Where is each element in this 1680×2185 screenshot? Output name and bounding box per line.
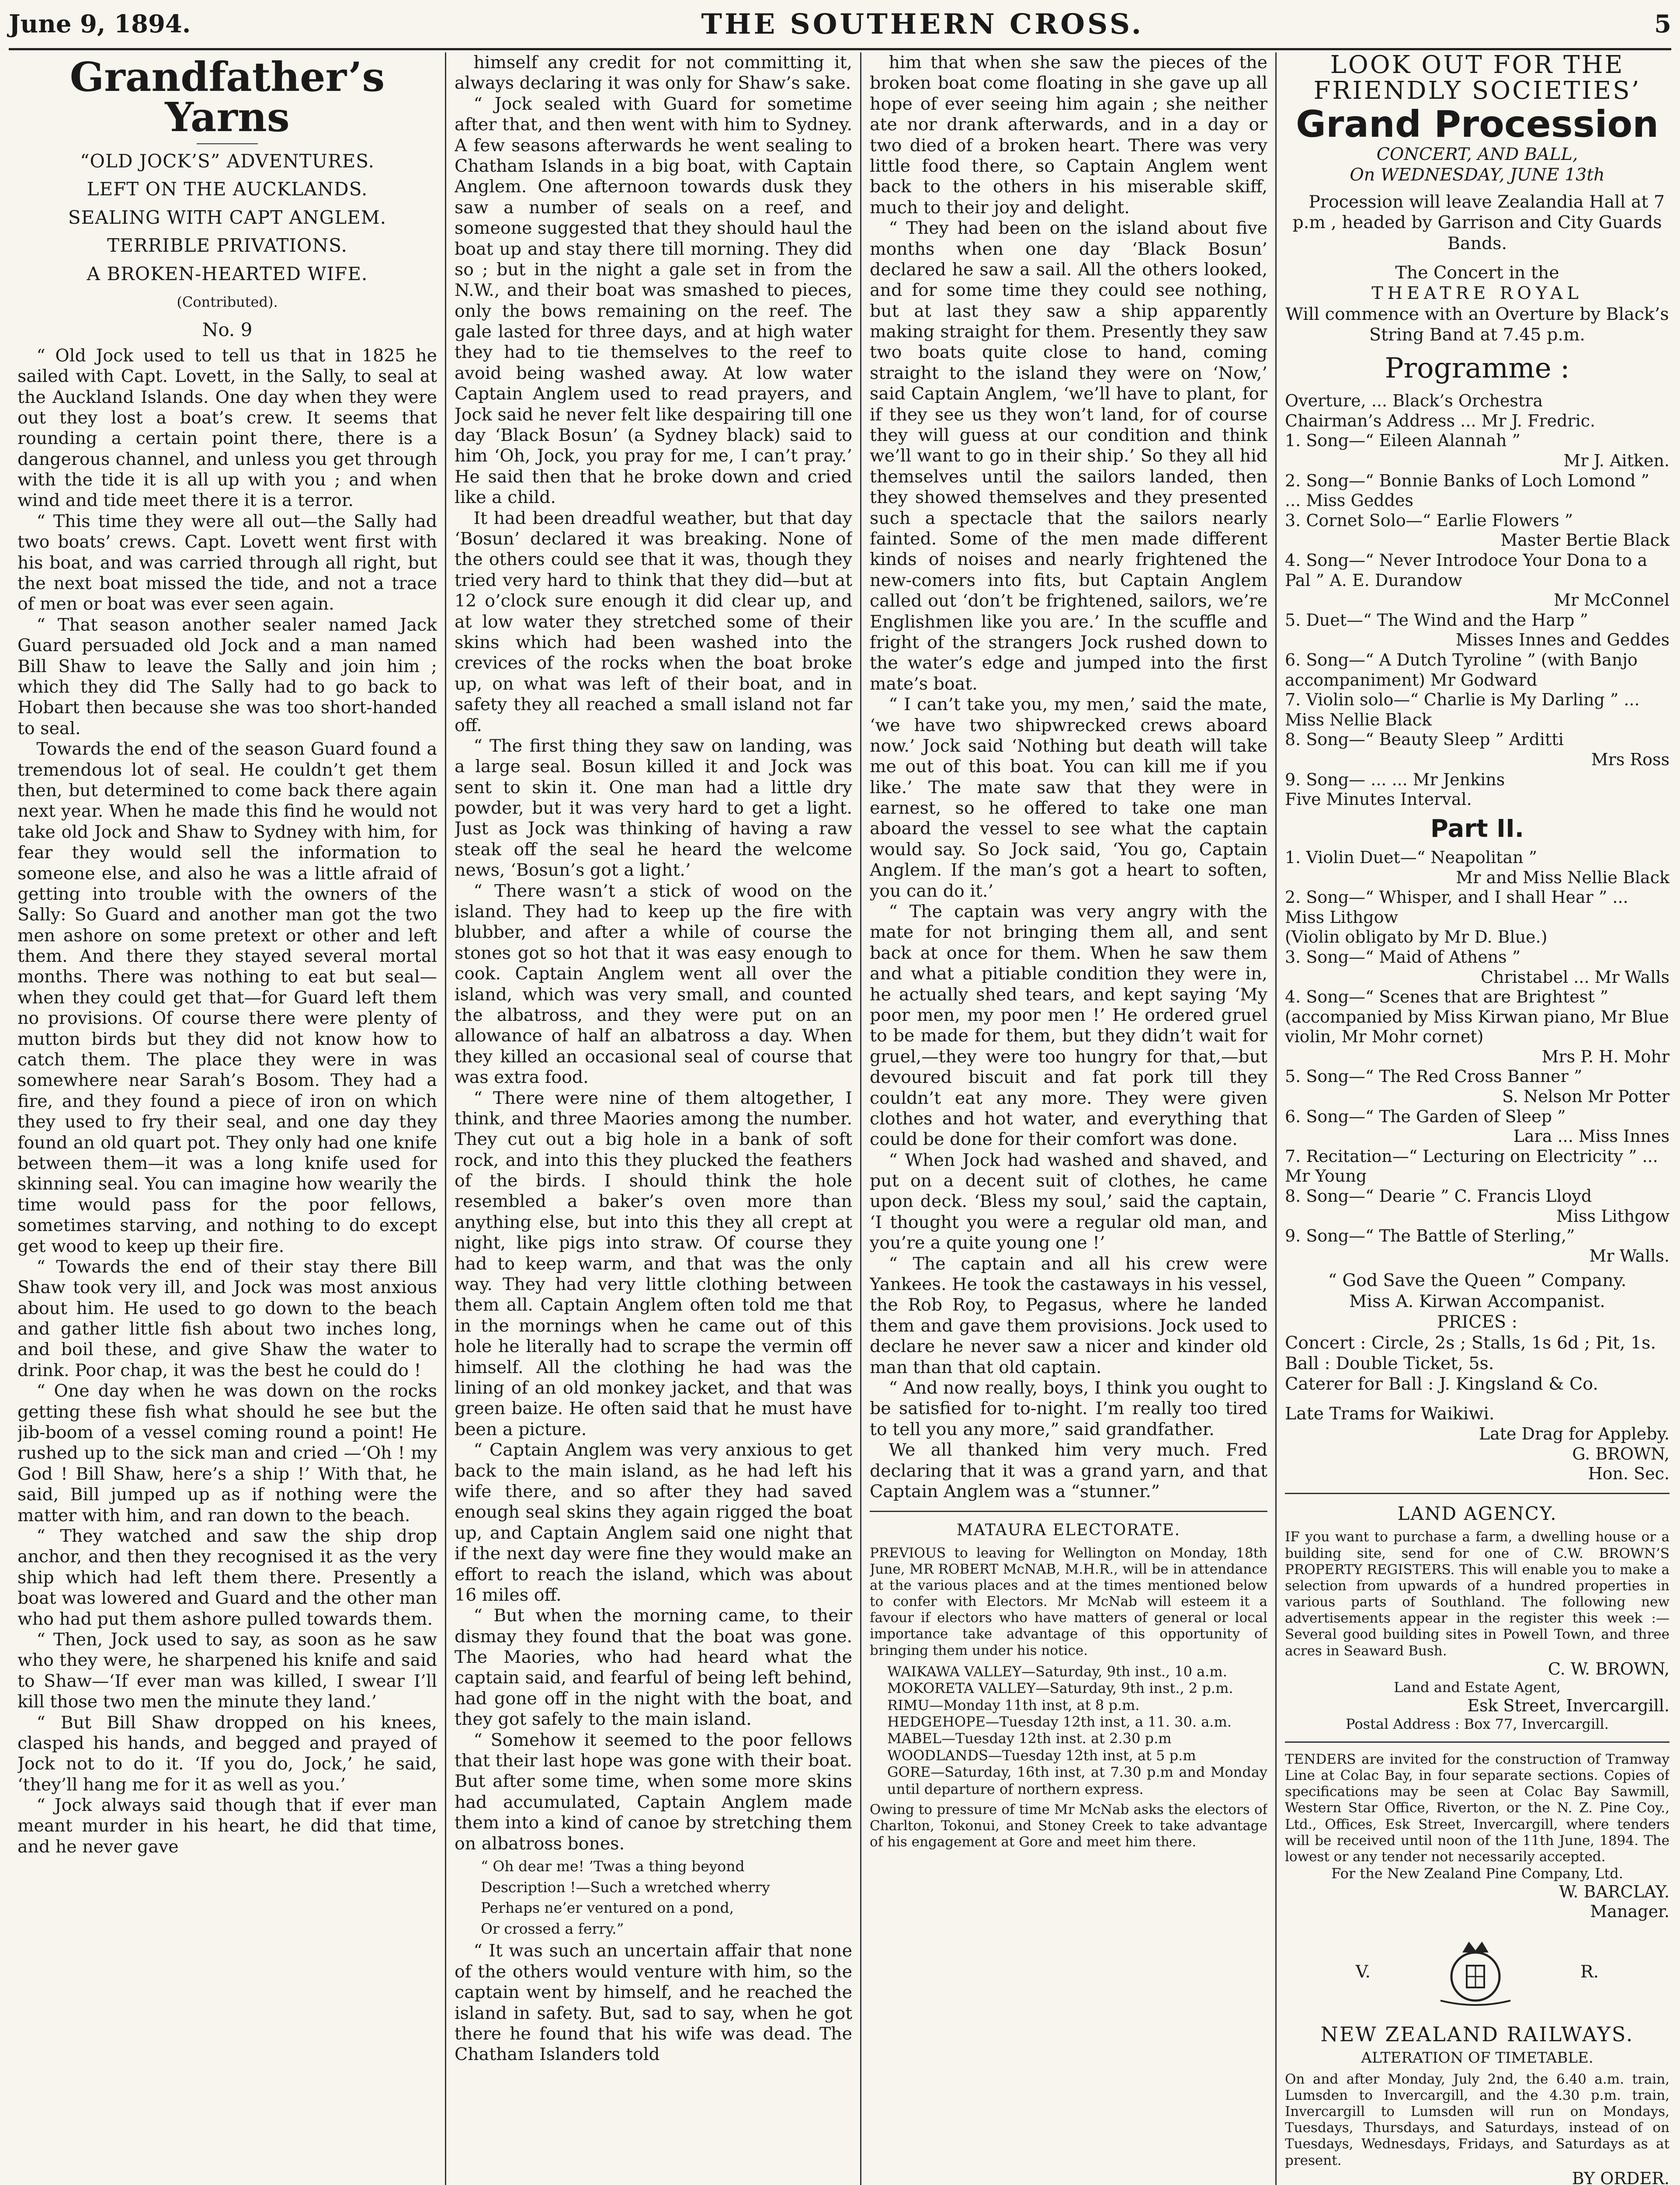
article-paragraph: We all thanked him very much. Fred declaring that it was a grand yarn, and that Captain Anglem was a “stunner.” [870, 1440, 1267, 1502]
grand-procession-heading: Grand Procession [1296, 102, 1659, 146]
article-paragraph: him that when she saw the pieces of the broken boat come floating in she gave up all hope of ever seeing him again ; she neither ate nor drank afterwards, and in a day or two died of a broken heart. There was very little food there, so Captain Anglem went back to the others in his miserable skiff, much to their joy and delight. [870, 52, 1267, 218]
programme-item: 7. Recitation—“ Lecturing on Electricity ” ... Mr Young [1285, 1146, 1658, 1186]
column-1 [17, 52, 437, 2185]
programme-item: 9. Song—“ The Battle of Sterling,” [1285, 1226, 1575, 1246]
tender-notice: TENDERS are invited for the construction of Tramway Line at Colac Bay, in four separate sections. Copies of specifications may be seen at Colac Bay Sawmill, Western Star Office, Riverton, or the N. Z. Pine Coy., Ltd., Offices, Esk Street, Invercargill, where tenders will be received until noon of the 11th June, 1894. The lowest or any tender not necessarily accepted. [1285, 1751, 1670, 1865]
tender-manager: Manager. [1590, 1902, 1670, 1921]
programme-item: 8. Song—“ Dearie ” C. Francis Lloyd [1285, 1186, 1592, 1206]
divider [1285, 1493, 1670, 1494]
column-4 [1285, 52, 1670, 2185]
land-agent-role: Land and Estate Agent, [1394, 1679, 1561, 1696]
electorate-notice: PREVIOUS to leaving for Wellington on Monday, 18th June, MR ROBERT McNAB, M.H.R., will be in attendance at the various places and at the times mentioned below to confer with Electors. Mr McNab will esteem it a favour if electors who have matters of general or local importance take advantage of this opportunity of bringing them under his notice. [870, 1545, 1267, 1658]
tender-company: For the New Zealand Pine Company, Ltd. [1331, 1865, 1623, 1882]
late-drag: Late Drag for Appleby. [1479, 1424, 1670, 1444]
programme-item: Master Bertie Black [1500, 531, 1670, 550]
railways-by-order: BY ORDER. [1572, 2168, 1670, 2185]
article-paragraph: It had been dreadful weather, but that day ‘Bosun’ declared it was breaking. None of the others could see that it was, though they tried very hard to think that they did—but at 12 o’clock sure enough it did clear up, and at low water they stretched some of their skins which had been washed into the crevices of the rocks when the boat broke up, on what was left of their boat, and in safety they all reached a small island not far off. [455, 508, 852, 735]
programme-item: 7. Violin solo—“ Charlie is My Darling ” ... Miss Nellie Black [1285, 690, 1640, 729]
programme-item: 2. Song—“ Bonnie Banks of Loch Lomond ” ... Miss Geddes [1285, 471, 1649, 510]
programme-item: (accompanied by Miss Kirwan piano, Mr Blue violin, Mr Mohr cornet) [1285, 1007, 1669, 1047]
electorate-title: MATAURA ELECTORATE. [956, 1521, 1181, 1540]
crest-letter-v: V. [1355, 1961, 1371, 1982]
article-paragraph: “ But Bill Shaw dropped on his knees, clasped his hands, and begged and prayed of Jock not to do it. ‘If you do, Jock,’ he said, ‘they’ll hang me for it as well as you.’ [17, 1712, 437, 1795]
schedule-item: MABEL—Tuesday 12th inst. at 2.30 p.m [887, 1730, 1172, 1747]
article-paragraph: “ When Jock had washed and shaved, and put on a decent suit of clothes, he came upon deck. ‘Bless my soul,’ said the captain, ‘I thought you were a regular old man, and you’re a quite young one !’ [870, 1150, 1267, 1253]
programme-item: 3. Cornet Solo—“ Earlie Flowers ” [1285, 510, 1573, 530]
caterer: Caterer for Ball : J. Kingsland & Co. [1285, 1374, 1598, 1394]
column-3 [870, 52, 1267, 2185]
programme-item: Miss Lithgow [1556, 1206, 1670, 1226]
secretary-title: Hon. Sec. [1588, 1464, 1670, 1484]
article-paragraph: “ There wasn’t a stick of wood on the island. They had to keep up the fire with blubber, and after a while of course the stones got so hot that it was easy enough to cook. Captain Anglem went all over the island, which was very small, and counted the albatross, and they were put on an allowance of half an albatross a day. When they killed an occasional seal of course that was extra food. [455, 881, 852, 1088]
programme-item: 1. Violin Duet—“ Neapolitan ” [1285, 847, 1538, 867]
programme-part-2-heading: Part II. [1430, 814, 1524, 843]
column-2 [455, 52, 852, 2185]
programme-item: 9. Song— ... ... Mr Jenkins [1285, 770, 1505, 789]
article-paragraph: “ Captain Anglem was very anxious to get back to the main island, as he had left his wife there, and so after they had saved enough seal skins they again rigged the boat up, and Captain Anglem said one night that if the next day were fine they would make an effort to reach the island, which was about 16 miles off. [455, 1440, 852, 1605]
land-agent-postal: Postal Address : Box 77, Invercargill. [1346, 1716, 1609, 1733]
programme-item: 6. Song—“ The Garden of Sleep ” [1285, 1106, 1566, 1126]
newspaper-title: THE SOUTHERN CROSS. [701, 7, 1144, 41]
contributed-note: (Contributed). [177, 293, 278, 310]
programme-item: Mr and Miss Nellie Black [1456, 867, 1670, 887]
programme-part-1 [1285, 391, 1670, 809]
late-trams: Late Trams for Waikiwi. [1285, 1403, 1495, 1424]
prices-heading: PRICES : [1437, 1312, 1517, 1332]
programme-item: Mr McConnel [1554, 590, 1670, 610]
concert-prices: Concert : Circle, 2s ; Stalls, 1s 6d ; Pit, 1s. [1285, 1332, 1656, 1353]
procession-note: Procession will leave Zealandia Hall at 7 p.m , headed by Garrison and City Guards Bands. [1292, 191, 1665, 253]
article-paragraph: “ That season another sealer named Jack Guard persuaded old Jock and a man named Bill Shaw to leave the Sally and join him ; which they did The Sally had to go back to Hobart then because she was too short-handed to seal. [17, 614, 437, 739]
article-subhead: LEFT ON THE AUCKLANDS. [87, 178, 368, 200]
issue-date: June 9, 1894. [9, 10, 191, 38]
article-paragraph: “ But when the morning came, to their dismay they found that the boat was gone. The Maories, who had heard what the captain said, and fearful of being left behind, had gone off in the night with the boat, and they got safely to the main island. [455, 1606, 852, 1730]
article-paragraph: “ The captain was very angry with the mate for not bringing them all, and sent back at once for them. When he saw them and what a pitiable condition they were in, he actually shed tears, and kept saying ‘My poor men, my poor men !’ He ordered gruel to be made for them, but they didn’t wait for gruel,—they were too hungry for that,—but devoured biscuit and fat pork till they couldn’t eat any more. They were given clothes and hot water, and everything that could be done for their comfort was done. [870, 902, 1267, 1150]
article-body-continued [455, 52, 852, 1854]
schedule-item: GORE—Saturday, 16th inst, at 7.30 p.m and Monday until departure of northern express. [887, 1764, 1267, 1797]
programme-item: Overture, ... Black’s Orchestra [1285, 391, 1543, 411]
article-title: Grandfather’s Yarns [69, 53, 385, 141]
article-paragraph: “ The captain and all his crew were Yankees. He took the castaways in his vessel, the Rob Roy, to Pegasus, where he landed them and gave them provisions. Jock used to declare he never saw a nicer and kinder old man than that old captain. [870, 1253, 1267, 1377]
programme-heading: Programme : [1385, 352, 1570, 385]
page-number: 5 [1654, 10, 1671, 38]
article-paragraph: himself any credit for not committing it, always declaring it was only for Shaw’s sake. [455, 52, 852, 94]
divider [1285, 1741, 1670, 1743]
verse-quote [455, 1858, 852, 1937]
programme-item: Mr J. Aitken. [1563, 451, 1670, 471]
programme-item: 2. Song—“ Whisper, and I shall Hear ” ... Miss Lithgow [1285, 888, 1628, 927]
article-paragraph: Towards the end of the season Guard found a tremendous lot of seal. He couldn’t get them then, but determined to come back there again next year. When he made this find he would not take old Jock and Shaw to Sydney with him, for fear they would sell the information to someone else, and also he was a little afraid of getting into trouble with the owners of the Sally: So Guard and another man got the two men ashore on some pretext or other and left them. And there they stayed several mortal months. There was nothing to eat but seal—when they could get that—for Guard left them no provisions. Of course there were plenty of mutton birds but they did not know how to catch them. The place they were in was somewhere near Sarah’s Bosom. They had a fire, and they found a piece of iron on which they used to fry their seal, and one day they found an old quart pot. They only had one knife between them—it was a long knife used for skinning seal. You can imagine how wearily the time would pass for the poor fellows, sometimes starving, and nothing to do except get wood to keep up their fire. [17, 739, 437, 1256]
article-paragraph: “ This time they were all out—the Sally had two boats’ crews. Capt. Lovett went first with his boat, and was carried through all right, but the next boat missed the tide, and not a trace of men or boat was ever seen again. [17, 511, 437, 614]
article-paragraph: “ They had been on the island about five months when one day ‘Black Bosun’ declared he saw a sail. All the others looked, and for some time they could see nothing, but at last they saw a ship apparently making straight for them. Presently they saw two boats quite close to hand, coming straight to the island they were on ‘Now,’ said Captain Anglem, ‘we’ll have to plant, for if they see us they won’t land, for of course they will guess at our condition and think we’ll want to go in their ship.’ So they all hid themselves until the sailors landed, then they showed themselves and they presented such a spectacle that the sailors nearly fainted. Some of the men made different kinds of noises and nearly frightened the new-comers into fits, but Captain Anglem called out ‘don’t be frightened, sailors, we’re Englishmen like you are.’ In the scuffle and fright of the strangers Jock rushed down to the water’s edge and jumped into the first mate’s boat. [870, 218, 1267, 694]
concert-ball: CONCERT, AND BALL, [1376, 144, 1578, 164]
verse-line: “ Oh dear me! ’Twas a thing beyond [481, 1857, 745, 1875]
article-paragraph: “ I can’t take you, my men,’ said the mate, ‘we have two shipwrecked crews aboard now.’ Jock said ‘Nothing but death will take me out of this boat. You can kill me if you like.’ The mate saw that they were in earnest, so he offered to take one man aboard the vessel to see what the captain would say. So Jock said, ‘You go, Captain Anglem. If the man’s got a heart to soften, you can do it.’ [870, 694, 1267, 901]
schedule-item: HEDGEHOPE—Tuesday 12th inst, a 11. 30. a.m. [887, 1713, 1232, 1731]
divider [870, 1511, 1267, 1512]
secretary-signature: G. BROWN, [1572, 1444, 1670, 1464]
tender-signature: W. BARCLAY. [1559, 1882, 1670, 1901]
article-subhead: TERRIBLE PRIVATIONS. [107, 235, 347, 257]
article-body [17, 346, 437, 1858]
programme-item: 4. Song—“ Never Introdoce Your Dona to a Pal ” A. E. Durandow [1285, 551, 1648, 590]
programme-part-2 [1285, 848, 1670, 1266]
programme-item: 5. Duet—“ The Wind and the Harp ” [1285, 610, 1588, 630]
god-save-the-queen: “ God Save the Queen ” Company. [1328, 1270, 1627, 1291]
article-paragraph: “ There were nine of them altogether, I think, and three Maories among the number. They cut out a big hole in a bank of soft rock, and into this they plucked the feathers of the birds. I should think the hole resembled a baker’s oven more than anything else, but into this they all crept at night, like pigs into straw. Of course they had to keep warm, and that was the only way. They had very little clothing between them all. Captain Anglem often told me that in the mornings when he came out of this hole he literally had to scrape the vermin off himself. All the clothing he had was the lining of an old monkey jacket, and that was green baize. He often said that he must have been a picture. [455, 1088, 852, 1439]
railways-title: NEW ZEALAND RAILWAYS. [1320, 2022, 1634, 2046]
programme-item: 6. Song—“ A Dutch Tyroline ” (with Banjo accompaniment) Mr Godward [1285, 650, 1638, 690]
article-subhead: A BROKEN-HEARTED WIFE. [87, 263, 368, 284]
royal-coat-of-arms-icon [1432, 1935, 1519, 2009]
programme-item: (Violin obligato by Mr D. Blue.) [1285, 927, 1548, 947]
accompanist: Miss A. Kirwan Accompanist. [1349, 1291, 1605, 1311]
article-body-conclusion [870, 52, 1267, 1502]
land-agent-name: C. W. BROWN, [1548, 1659, 1670, 1679]
verse-line: Or crossed a ferry.” [481, 1920, 624, 1937]
article-paragraph: “ Old Jock used to tell us that in 1825 he sailed with Capt. Lovett, in the Sally, to seal at the Auckland Islands. One day when they were out they lost a boat’s crew. It seems that rounding a certain point there, there is a dangerous channel, and unless you get through with the tide it is all up with you ; and when wind and tide meet there it is a terror. [17, 345, 437, 511]
programme-item: 1. Song—“ Eileen Alannah ” [1285, 431, 1520, 451]
railways-subtitle: ALTERATION OF TIMETABLE. [1361, 2049, 1593, 2067]
article-paragraph: “ Towards the end of their stay there Bill Shaw took very ill, and Jock was most anxious about him. He used to go down to the beach and gather little fish about two inches long, and boil these, and give Shaw the water to drink. Poor chap, it was the best he could do ! [17, 1256, 437, 1380]
royal-crest [1285, 1935, 1670, 2009]
programme-item: Mrs Ross [1591, 749, 1670, 769]
programme-item: 4. Song—“ Scenes that are Brightest ” [1285, 987, 1609, 1007]
concert-venue-intro: The Concert in the [1395, 262, 1559, 283]
programme-item: Misses Innes and Geddes [1455, 630, 1670, 650]
land-agency-title: LAND AGENCY. [1397, 1502, 1557, 1524]
programme-item: Christabel ... Mr Walls [1480, 967, 1670, 987]
article-paragraph: “ One day when he was down on the rocks getting these fish what should he see but the jib-boom of a vessel coming round a point! He rushed up to the sick man and cried —‘Oh ! my God ! Bill Shaw, here’s a ship !’ With that, he said, Bill jumped up as if nothing were the matter with him, and ran down to the beach. [17, 1381, 437, 1526]
programme-item: Five Minutes Interval. [1285, 790, 1472, 809]
programme-item: Mrs P. H. Mohr [1541, 1047, 1670, 1066]
programme-item: 5. Song—“ The Red Cross Banner ” [1285, 1067, 1583, 1086]
programme-item: Lara ... Miss Innes [1513, 1127, 1670, 1146]
programme-item: Mr Walls. [1589, 1246, 1670, 1266]
divider [197, 143, 258, 144]
article-number: No. 9 [202, 319, 253, 341]
lookout-heading: LOOK OUT FOR THE FRIENDLY SOCIETIES’ [1313, 52, 1641, 105]
verse-line: Perhaps ne’er ventured on a pond, [481, 1899, 734, 1917]
programme-item: Chairman’s Address ... Mr J. Fredric. [1285, 411, 1596, 430]
schedule-item: WAIKAWA VALLEY—Saturday, 9th inst., 10 a.m. [887, 1663, 1227, 1680]
land-agency-text: IF you want to purchase a farm, a dwelling house or a building site, send for one of C.W. BROWN’S PROPERTY REGISTERS. This will enable you to make a selection from upwards of a hundred properties in various parts of Southland. The following new advertisements appear in the register this week :—Several good building sites in Powell Town, and three acres in Seaward Bush. [1285, 1529, 1670, 1659]
masthead [9, 0, 1671, 50]
article-paragraph: “ Then, Jock used to say, as soon as he saw who they were, he sharpened his knife and said to Shaw—‘If ever man was killed, I swear I’ll kill those two men the minute they land.’ [17, 1629, 437, 1712]
article-paragraph: “ And now really, boys, I think you ought to be satisfied for to-night. I’m really too tired to tell you any more,” said grandfather. [870, 1378, 1267, 1439]
article-subhead: SEALING WITH CAPT ANGLEM. [68, 206, 387, 228]
programme-item: 8. Song—“ Beauty Sleep ” Arditti [1285, 730, 1564, 749]
article-subhead: “OLD JOCK’S” ADVENTURES. [80, 150, 375, 172]
schedule-item: MOKORETA VALLEY—Saturday, 9th inst., 2 p.m. [887, 1680, 1233, 1697]
electorate-schedule [887, 1663, 1267, 1797]
article-paragraph: “ It was such an uncertain affair that none of the others would venture with him, so the captain went by himself, and he reached the island in safety. But, sad to say, when he got there he found that his wife was dead. The Chatham Islanders told [455, 1941, 852, 2065]
schedule-item: WOODLANDS—Tuesday 12th inst, at 5 p.m [887, 1747, 1196, 1764]
electorate-footnote: Owing to pressure of time Mr McNab asks the electors of Charlton, Tokonui, and Stoney Creek to take advantage of his engagement at Gore and meet him there. [870, 1801, 1267, 1850]
ball-price: Ball : Double Ticket, 5s. [1285, 1353, 1494, 1373]
article-subheads [17, 150, 437, 285]
event-date: On WEDNESDAY, JUNE 13th [1350, 165, 1605, 185]
article-paragraph: “ They watched and saw the ship drop anchor, and then they recognised it as the very ship which had left them there. Presently a boat was lowered and Guard and the other man who had put them ashore pulled towards them. [17, 1526, 437, 1629]
column-rule [860, 52, 861, 2185]
crest-letter-r: R. [1580, 1961, 1599, 1982]
theatre-name: THEATRE ROYAL [1371, 283, 1583, 304]
article-paragraph: “ The first thing they saw on landing, was a large seal. Bosun killed it and Jock was sent to skin it. One man had a little dry powder, but it was very hard to get a light. Just as Jock was thinking of having a raw steak off the seal he heard the welcome news, ‘Bosun’s got a light.’ [455, 735, 852, 881]
programme-item: S. Nelson Mr Potter [1502, 1087, 1670, 1106]
verse-line: Description !—Such a wretched wherry [481, 1878, 770, 1896]
land-agent-address: Esk Street, Invercargill. [1467, 1696, 1670, 1715]
column-rule [1275, 52, 1277, 2185]
article-paragraph: “ Somehow it seemed to the poor fellows that their last hope was gone with their boat. But after some time, when some more skins had accumulated, Captain Anglem made them into a kind of canoe by stretching them on albatross bones. [455, 1730, 852, 1854]
column-rule [445, 52, 446, 2185]
article-paragraph: “ Jock always said though that if ever man meant murder in his heart, he did that time, and he never gave [17, 1795, 437, 1857]
article-paragraph: “ Jock sealed with Guard for sometime after that, and then went with him to Sydney. A few seasons afterwards he went sealing to Chatham Islands in a big boat, with Captain Anglem. One afternoon towards dusk they saw a number of seals on a reef, and someone suggested that they should haul the boat up and stay there till morning. They did so ; but in the night a gale set in from the N.W., and their boat was smashed to pieces, only the bows remaining on the reef. The gale lasted for three days, and at high water they had to tie themselves to the reef to avoid being washed away. At low water Captain Anglem used to read prayers, and Jock said he never felt like despairing till one day ‘Black Bosun’ (a Sydney black) said to him ‘Oh, Jock, you pray for me, I can’t pray.’ He said then that he broke down and cried like a child. [455, 94, 852, 508]
overture-note: Will commence with an Overture by Black’s String Band at 7.45 p.m. [1285, 304, 1669, 345]
railways-notice: On and after Monday, July 2nd, the 6.40 a.m. train, Lumsden to Invercargill, and the 4.30 p.m. train, Invercargill to Lumsden will run on Mondays, Tuesdays, Thursdays, and Saturdays, instead of on Tuesdays, Wednesdays, Fridays, and Saturdays as at present. [1285, 2071, 1670, 2168]
schedule-item: RIMU—Monday 11th inst, at 8 p.m. [887, 1696, 1140, 1713]
programme-item: 3. Song—“ Maid of Athens ” [1285, 947, 1521, 967]
